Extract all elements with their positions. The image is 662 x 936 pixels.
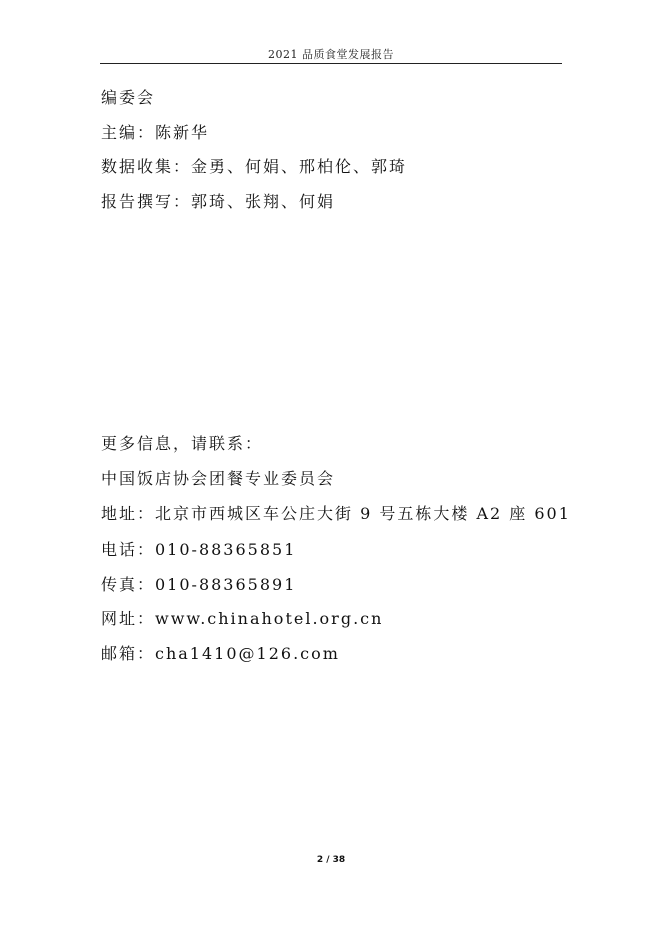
editor-line: 主编：陈新华 xyxy=(101,123,210,142)
committee-heading: 编委会 xyxy=(101,88,156,107)
fax-line: 传真：010-88365891 xyxy=(101,575,297,594)
organization-name: 中国饭店协会团餐专业委员会 xyxy=(101,469,336,488)
page-header-title: 2021 品质食堂发展报告 xyxy=(268,48,394,61)
data-collection-line: 数据收集：金勇、何娟、邢柏伦、郭琦 xyxy=(101,157,408,176)
contact-intro: 更多信息，请联系： xyxy=(101,434,264,453)
address-line: 地址：北京市西城区车公庄大街 9 号五栋大楼 A2 座 601 xyxy=(101,504,571,523)
website-line: 网址：www.chinahotel.org.cn xyxy=(101,609,384,628)
phone-line: 电话：010-88365851 xyxy=(101,540,297,559)
page-number: 2 / 38 xyxy=(316,855,346,865)
email-line: 邮箱：cha1410@126.com xyxy=(101,644,340,663)
header-divider xyxy=(100,63,562,64)
report-writing-line: 报告撰写：郭琦、张翔、何娟 xyxy=(101,192,336,211)
